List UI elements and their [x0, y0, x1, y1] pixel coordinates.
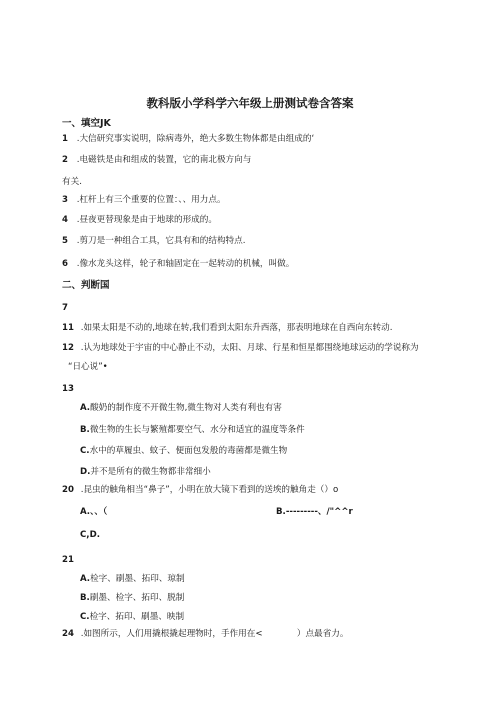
option-b	[80, 592, 184, 604]
option-label: A.	[80, 574, 91, 584]
question-text: .如果太阳是不动的,地球在转,我们看到太阳东升西落，那表明地球在自西向东转动.	[80, 323, 393, 333]
question-4	[62, 214, 217, 226]
question-number: 21	[62, 555, 74, 565]
option-a: A.、、（	[80, 507, 108, 517]
question-1	[62, 133, 314, 145]
question-6	[62, 258, 294, 270]
question-text: .杠杆上有三个重要的位置：、、用力点。	[76, 195, 226, 205]
option-text: 酸奶的制作度不开微生物,微生物对人类有利也有害	[90, 403, 282, 413]
question-number: 13	[62, 384, 74, 394]
option-text: 检字、拓印、刷墨、映制	[89, 612, 185, 622]
option-d	[80, 466, 211, 478]
question-3	[62, 194, 226, 206]
question-number: 5	[62, 236, 68, 246]
question-number: 2	[62, 155, 68, 165]
question-2-continuation: 有关.	[62, 177, 82, 187]
option-label: D.	[80, 467, 91, 477]
option-label: B.	[80, 593, 90, 603]
question-21	[62, 554, 74, 566]
question-number: 11	[62, 323, 74, 333]
option-c	[80, 445, 287, 457]
option-c	[80, 611, 184, 623]
option-text: 刷墨、检字、拓印、脱制	[89, 593, 185, 603]
question-12	[62, 342, 419, 354]
question-text: .昆虫的触角相当“鼻子”，小明在放大镜下看到的送埃的触角走（）o	[80, 485, 339, 495]
question-2	[62, 154, 251, 166]
question-number: 24	[62, 629, 74, 639]
question-number: 3	[62, 195, 68, 205]
option-text: 并不是所有的微生物都非常细小	[90, 467, 211, 477]
section-heading-fill-in: 一、填空JK	[62, 118, 111, 129]
question-7	[62, 302, 68, 314]
option-a	[80, 402, 282, 414]
option-a	[80, 573, 185, 585]
section-heading-judge: 二、判断国	[62, 280, 110, 291]
option-text: 水中的草履虫、蚊子、便面包发般的毒菌都是微生物	[89, 446, 288, 456]
question-number: 20	[62, 485, 74, 495]
option-label: A.	[80, 403, 91, 413]
option-c-d: C,D.	[80, 530, 100, 540]
option-label: C.	[80, 612, 90, 622]
option-text: 微生物的生长与繁殖都要空气、水分和适宜的温度等条件	[89, 425, 305, 435]
question-number: 7	[62, 303, 68, 313]
question-text: .如图所示，人们用撬根撬起理物时，手作用在< ）点最省力。	[80, 629, 349, 639]
option-b	[80, 424, 305, 436]
option-b: B.---------、/"^^r	[276, 507, 353, 517]
option-label: B.	[80, 425, 90, 435]
question-text: .昼夜更替现象是由于地球的形成的。	[76, 215, 217, 225]
question-text: .像水龙头这样，轮子和轴固定在一起转动的机械，叫做。	[76, 259, 295, 269]
question-24	[62, 628, 348, 640]
question-text: .电磁铁是由和组成的装置，它的南北极方向与	[76, 155, 252, 165]
option-label: C.	[80, 446, 90, 456]
question-20	[62, 484, 338, 496]
option-text: 检字、刷墨、拓印、琼制	[90, 574, 185, 584]
question-number: 6	[62, 259, 68, 269]
question-text: .剪刀是一种组合工具，它具有和的结构特点.	[76, 236, 246, 246]
question-5	[62, 235, 245, 247]
question-number: 4	[62, 215, 68, 225]
question-11	[62, 322, 392, 334]
question-number: 1	[62, 134, 68, 144]
question-12-continuation: “日心说”•	[68, 362, 108, 372]
question-number: 12	[62, 343, 74, 353]
question-text: .认为地球处于宇宙的中心静止不动，太阳、月球、行星和恒星都围绕地球运动的学说称为	[80, 343, 419, 353]
question-13	[62, 383, 74, 395]
document-title: 教科版小学科学六年级上册测试卷含答案	[146, 96, 354, 110]
question-text: .大信研究事实说明，除病毒外，绝大多数生物体都是由组成的‘	[76, 134, 315, 144]
